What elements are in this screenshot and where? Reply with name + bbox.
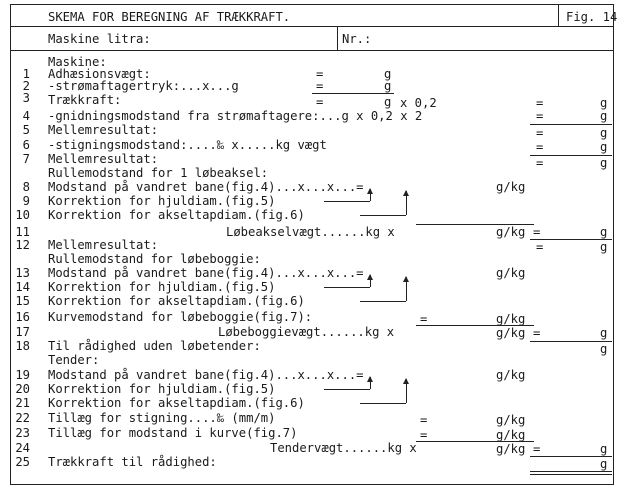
fig-divider <box>558 4 559 26</box>
unit-gkg: g/kg <box>496 428 526 442</box>
row-number: 7 <box>22 152 30 166</box>
row-number: 12 <box>15 238 30 252</box>
unit-g: g <box>600 109 608 123</box>
row-text: Mellemresultat: <box>48 152 159 166</box>
equals-sign: = <box>536 140 544 154</box>
header-rule <box>10 26 614 27</box>
row-number: 25 <box>15 455 30 469</box>
row-number: 15 <box>15 294 30 308</box>
row-text: Til rådighed uden løbetender: <box>48 339 261 353</box>
equals-sign: = <box>316 67 324 81</box>
double-underline <box>530 471 612 475</box>
row-text: Løbeboggievægt......kg x <box>218 325 395 339</box>
row-text: Korrektion for akseltapdiam.(fig.6) <box>48 294 305 308</box>
row-number: 16 <box>15 310 30 324</box>
arrow-up-icon <box>403 190 409 196</box>
unit-gkg: g/kg <box>496 326 526 340</box>
equals-sign: = <box>420 413 428 427</box>
machine-nr-label: Nr.: <box>342 32 372 46</box>
row-text: -strømaftagertryk:...x...g <box>48 79 239 93</box>
arrow-up-icon <box>367 274 373 280</box>
underline <box>312 93 394 94</box>
row-number: 14 <box>15 280 30 294</box>
row-number: 24 <box>15 441 30 455</box>
equals-sign: = <box>536 109 544 123</box>
equals-sign: = <box>533 326 541 340</box>
row-number: 6 <box>22 138 30 152</box>
unit-gkg: g/kg <box>496 368 526 382</box>
unit-gkg: g/kg <box>496 413 526 427</box>
arrow-up-icon <box>403 276 409 282</box>
unit-g: g <box>600 225 608 239</box>
unit-g: g <box>384 67 392 81</box>
fig-label: Fig. 14 <box>566 10 618 24</box>
row-text: Mellemresultat: <box>48 123 159 137</box>
row-number: 10 <box>15 208 30 222</box>
row-number: 18 <box>15 339 30 353</box>
row-number: 8 <box>22 180 30 194</box>
row-number: 2 <box>22 79 30 93</box>
row-text: Trækkraft til rådighed: <box>48 455 217 469</box>
unit-g: g <box>384 79 392 93</box>
row-number: 3 <box>22 91 30 105</box>
row-number: 1 <box>22 67 30 81</box>
unit-gkg: g/kg <box>496 180 526 194</box>
form-title: SKEMA FOR BEREGNING AF TRÆKKRAFT. <box>48 10 291 24</box>
row-text: Mellemresultat: <box>48 238 159 252</box>
unit-g: g <box>600 96 608 110</box>
row-number: 9 <box>22 194 30 208</box>
unit-g: g <box>600 442 608 456</box>
row-text: Modstand på vandret bane(fig.4)...x...x...= <box>48 180 364 194</box>
machine-litra-label: Maskine litra: <box>48 32 151 46</box>
unit-gkg: g/kg <box>496 225 526 239</box>
row-text: Tillæg for stigning....‰ (mm/m) <box>48 411 276 425</box>
equals-sign: = <box>533 442 541 456</box>
unit-g: g <box>600 126 608 140</box>
row-number: 4 <box>22 109 30 123</box>
section-maskine: Maskine: <box>48 55 107 69</box>
equals-sign: = <box>533 225 541 239</box>
connector-line <box>360 301 406 302</box>
row-number: 19 <box>15 368 30 382</box>
row-number: 13 <box>15 266 30 280</box>
row-text: -gnidningsmodstand fra strømaftagere:...g x 0,2 x 2 <box>48 109 423 123</box>
row-text: -stigningsmodstand:....‰ x.....kg vægt <box>48 138 327 152</box>
row-number: 20 <box>15 382 30 396</box>
row-text: Adhæsionsvægt: <box>48 67 151 81</box>
unit-gkg: g/kg <box>496 442 526 456</box>
subheader-rule <box>10 50 614 51</box>
row-number: 23 <box>15 426 30 440</box>
row-number: 22 <box>15 411 30 425</box>
equals-sign: = <box>536 156 544 170</box>
row-text: Tendervægt......kg x <box>270 441 417 455</box>
row-text: Løbeakselvægt......kg x <box>226 225 395 239</box>
unit-g: g <box>600 156 608 170</box>
unit-g: g <box>600 342 608 356</box>
equals-sign: = <box>316 95 324 109</box>
row-text: Korrektion for hjuldiam.(fig.5) <box>48 194 276 208</box>
row-number: 17 <box>15 325 30 339</box>
equals-sign: = <box>316 79 324 93</box>
arrow-up-icon <box>403 378 409 384</box>
row-number: 21 <box>15 396 30 410</box>
row-text: Modstand på vandret bane(fig.4)...x...x...= <box>48 368 364 382</box>
row-text: Korrektion for akseltapdiam.(fig.6) <box>48 208 305 222</box>
unit-g: g <box>600 457 608 471</box>
unit-g: g <box>600 140 608 154</box>
row-number: 11 <box>15 225 30 239</box>
section-loebeboggie: Rullemodstand for løbeboggie: <box>48 252 261 266</box>
arrow-up-icon <box>367 188 373 194</box>
row-number: 5 <box>22 123 30 137</box>
equals-sign: = <box>536 240 544 254</box>
underline <box>530 124 612 125</box>
equals-sign: = <box>420 312 428 326</box>
arrow-up-icon <box>367 376 373 382</box>
unit-g: g <box>384 95 392 109</box>
equals-sign: = <box>420 428 428 442</box>
row-text: Trækkraft: <box>48 93 122 107</box>
row-text: Korrektion for hjuldiam.(fig.5) <box>48 382 276 396</box>
connector-line <box>360 215 406 216</box>
connector-line <box>324 287 370 288</box>
connector-line <box>324 201 370 202</box>
row-text: Korrektion for hjuldiam.(fig.5) <box>48 280 276 294</box>
section-tender: Tender: <box>48 353 100 367</box>
connector-line <box>324 389 370 390</box>
unit-g: g <box>600 240 608 254</box>
litra-divider <box>337 26 338 50</box>
unit-g: g <box>600 326 608 340</box>
row-text: Korrektion for akseltapdiam.(fig.6) <box>48 396 305 410</box>
unit-gkg: g/kg <box>496 312 526 326</box>
row-text: Modstand på vandret bane(fig.4)...x...x...= <box>48 266 364 280</box>
equals-sign: = <box>536 96 544 110</box>
row-text: Kurvemodstand for løbeboggie(fig.7): <box>48 310 313 324</box>
equals-sign: = <box>536 126 544 140</box>
unit-gkg: g/kg <box>496 266 526 280</box>
factor: x 0,2 <box>400 96 437 110</box>
connector-line <box>360 403 406 404</box>
section-loebeaksel: Rullemodstand for 1 løbeaksel: <box>48 166 269 180</box>
row-text: Tillæg for modstand i kurve(fig.7) <box>48 426 298 440</box>
